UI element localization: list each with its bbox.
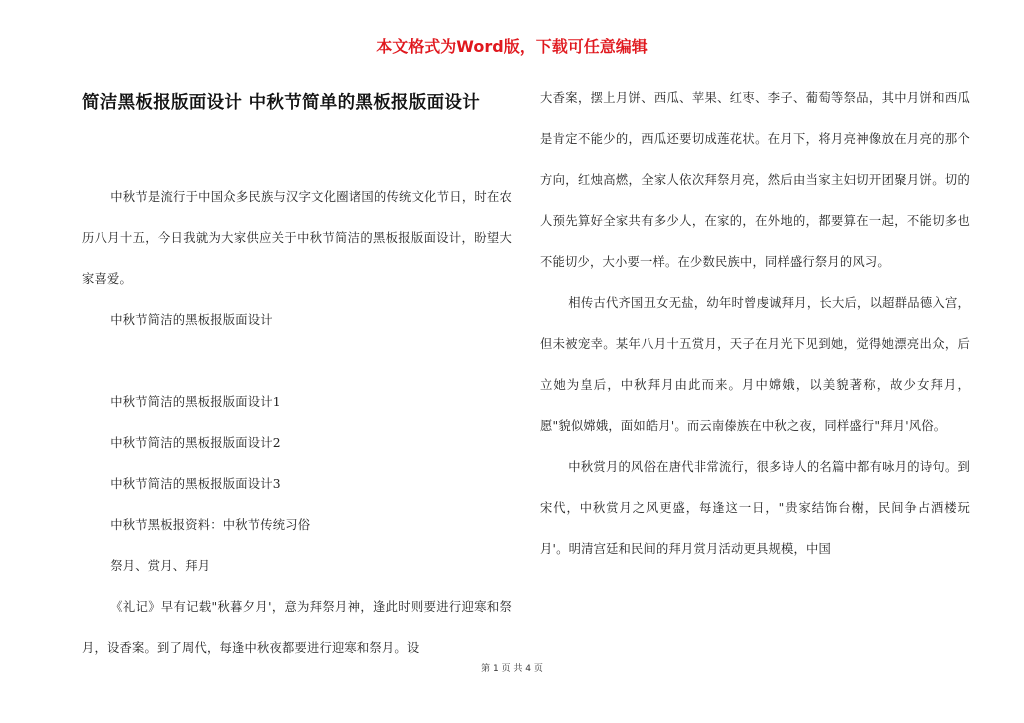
page-number-footer: 第 1 页 共 4 页	[481, 664, 543, 674]
liji-paragraph: 《礼记》早有记载"秋暮夕月'，意为拜祭月神，逢此时则要进行迎寒和祭月，设香案。到了周代，每逢中秋夜都要进行迎寒和祭月。设	[82, 600, 512, 655]
blank-line	[82, 341, 512, 382]
wuyan-paragraph: 相传古代齐国丑女无盐，幼年时曾虔诚拜月，长大后，以超群品德入宫，但未被宠幸。某年八月十五赏月，天子在月光下见到她，觉得她漂亮出众，后立她为皇后，中秋拜月由此而来。月中嫦娥，以美貌著称，故少女拜月，愿"貌似嫦娥，面如皓月'。而云南傣族在中秋之夜，同样盛行"拜月'风俗。	[540, 296, 970, 433]
toc-item-2: 中秋节简洁的黑板报版面设计2	[110, 436, 281, 450]
tang-paragraph: 中秋赏月的风俗在唐代非常流行，很多诗人的名篇中都有咏月的诗句。到宋代，中秋赏月之风更盛，每逢这一日，"贵家结饰台榭，民间争占酒楼玩月'。明清宫廷和民间的拜月赏月活动更具规模，中国	[540, 460, 970, 556]
continued-paragraph: 大香案，摆上月饼、西瓜、苹果、红枣、李子、葡萄等祭品，其中月饼和西瓜是肯定不能少的，西瓜还要切成莲花状。在月下，将月亮神像放在月亮的那个方向，红烛高燃，全家人依次拜祭月亮，然后由当家主妇切开团聚月饼。切的人预先算好全家共有多少人，在家的，在外地的，都要算在一起，不能切多也不能切少，大小要一样。在少数民族中，同样盛行祭月的风习。	[540, 91, 970, 269]
document-title: 简洁黑板报版面设计 中秋节简单的黑板报版面设计	[82, 93, 480, 113]
title-spacer	[82, 120, 512, 177]
left-column	[82, 86, 512, 669]
subheading: 中秋节简洁的黑板报版面设计	[110, 313, 273, 327]
intro-paragraph: 中秋节是流行于中国众多民族与汉字文化圈诸国的传统文化节日，时在农历八月十五，今日我就为大家供应关于中秋节简洁的黑板报版面设计，盼望大家喜爱。	[82, 190, 512, 286]
toc-item-3: 中秋节简洁的黑板报版面设计3	[110, 477, 281, 491]
toc-item-1: 中秋节简洁的黑板报版面设计1	[110, 395, 281, 409]
right-column	[540, 78, 970, 570]
resource-heading: 中秋节黑板报资料：中秋节传统习俗	[110, 518, 311, 532]
custom-heading: 祭月、赏月、拜月	[110, 559, 211, 573]
word-format-banner: 本文格式为Word版，下载可任意编辑	[376, 37, 648, 56]
